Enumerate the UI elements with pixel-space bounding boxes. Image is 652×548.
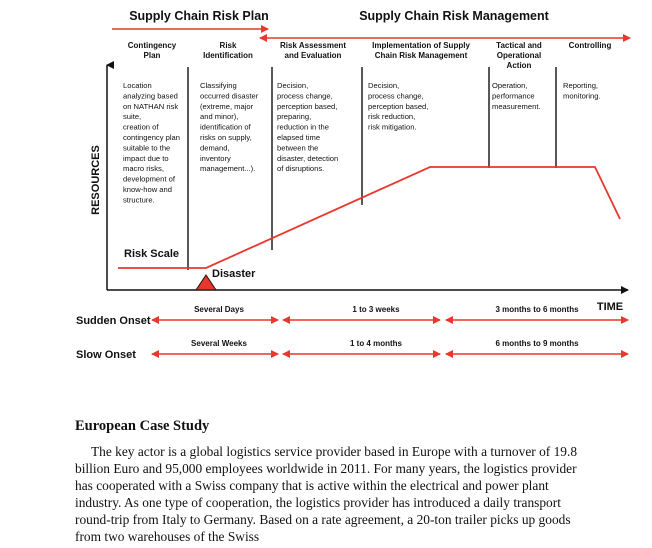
column-body-6: monitoring. <box>563 91 601 101</box>
column-title-1: Contingency <box>127 41 177 50</box>
column-body-5: performance <box>492 91 535 101</box>
column-body-2: identification of <box>200 122 251 132</box>
column-body-2: Classifying <box>200 81 237 90</box>
column-body-3: reduction in the <box>277 122 329 132</box>
slow-onset-duration-1: Several Weeks <box>191 339 247 348</box>
column-body-2: (extreme, major <box>200 101 254 111</box>
column-title-3: Risk Assessment <box>280 41 346 50</box>
management-title: Supply Chain Risk Management <box>359 9 549 23</box>
column-body-3: disaster, detection <box>277 153 339 163</box>
column-title-4: Implementation of Supply <box>372 41 470 50</box>
column-body-3: Decision, <box>277 81 309 90</box>
column-title-5: Action <box>506 61 532 70</box>
column-body-5: Operation, <box>492 81 528 90</box>
slow-onset-label: Slow Onset <box>76 349 136 361</box>
slow-onset-duration-3: 6 months to 9 months <box>495 339 579 348</box>
sudden-onset-duration-1: Several Days <box>194 305 244 314</box>
column-body-3: process change, <box>277 91 333 101</box>
column-body-3: between the <box>277 143 319 153</box>
column-body-2: management...). <box>200 164 256 174</box>
column-body-3: perception based, <box>277 101 338 111</box>
slow-onset-duration-2: 1 to 4 months <box>349 339 403 348</box>
sudden-onset-duration-3: 3 months to 6 months <box>495 305 579 314</box>
column-body-3: elapsed time <box>277 133 321 142</box>
case-study-paragraph: The key actor is a global logistics service provider based in Europe with a turnover of 19.8 billion Euro and 95,000 employees worldwide in 2011. For many years, the logistics provider has cooperated with a Swiss company that is active within the electrical and power plant industry. As one type of cooperation, the logistics provider has introduced a daily transport round-trip from Italy to Germany. Based on a rate agreement, a 20-ton trailer picks up goods from two warehouses of the Swiss <box>75 444 578 544</box>
column-title-6: Controlling <box>568 41 612 50</box>
column-body-3: of disruptions. <box>277 164 325 174</box>
column-title-4: Chain Risk Management <box>374 51 468 60</box>
column-body-1: suitable to the <box>123 143 171 153</box>
column-body-4: risk reduction, <box>368 112 416 122</box>
sudden-onset-duration-2: 1 to 3 weeks <box>352 305 400 314</box>
column-body-2: occurred disaster <box>200 91 259 101</box>
risk-scale-label: Risk Scale <box>124 248 180 260</box>
column-title-3: and Evaluation <box>284 51 342 60</box>
disaster-label: Disaster <box>212 268 256 280</box>
x-axis-label: TIME <box>596 301 624 313</box>
column-body-1: analyzing based <box>123 91 178 101</box>
column-body-4: process change, <box>368 91 424 101</box>
column-body-1: contingency plan <box>123 133 180 142</box>
column-body-5: measurement. <box>492 101 541 111</box>
resource-curve <box>118 167 620 268</box>
column-body-4: perception based, <box>368 101 429 111</box>
column-body-2: inventory <box>200 153 231 163</box>
column-body-1: impact due to <box>123 153 169 163</box>
case-study-body <box>75 443 585 545</box>
column-body-3: preparing, <box>277 112 312 122</box>
column-body-1: development of <box>123 174 175 184</box>
column-body-1: suite, <box>123 112 142 122</box>
plan-title: Supply Chain Risk Plan <box>129 9 269 23</box>
column-body-4: risk mitigation. <box>368 122 417 132</box>
column-body-2: demand, <box>200 143 230 153</box>
column-body-1: Location <box>123 81 152 90</box>
case-study-heading: European Case Study <box>75 418 210 434</box>
column-body-1: know-how and <box>123 185 172 194</box>
column-body-4: Decision, <box>368 81 400 90</box>
y-axis-label: RESOURCES <box>90 145 102 215</box>
column-title-5: Operational <box>496 51 542 60</box>
column-body-1: structure. <box>123 195 155 205</box>
column-body-6: Reporting, <box>563 81 599 90</box>
column-body-1: creation of <box>123 122 159 132</box>
column-body-2: and minor), <box>200 112 239 122</box>
column-body-2: risks on supply, <box>200 133 252 142</box>
sudden-onset-label: Sudden Onset <box>76 315 151 327</box>
column-title-5: Tactical and <box>496 41 542 50</box>
column-body-1: on NATHAN risk <box>123 101 179 111</box>
column-title-2: Risk <box>219 41 237 50</box>
column-title-2: Identification <box>203 51 253 60</box>
column-body-1: macro risks, <box>123 164 164 174</box>
column-title-1: Plan <box>143 51 161 60</box>
